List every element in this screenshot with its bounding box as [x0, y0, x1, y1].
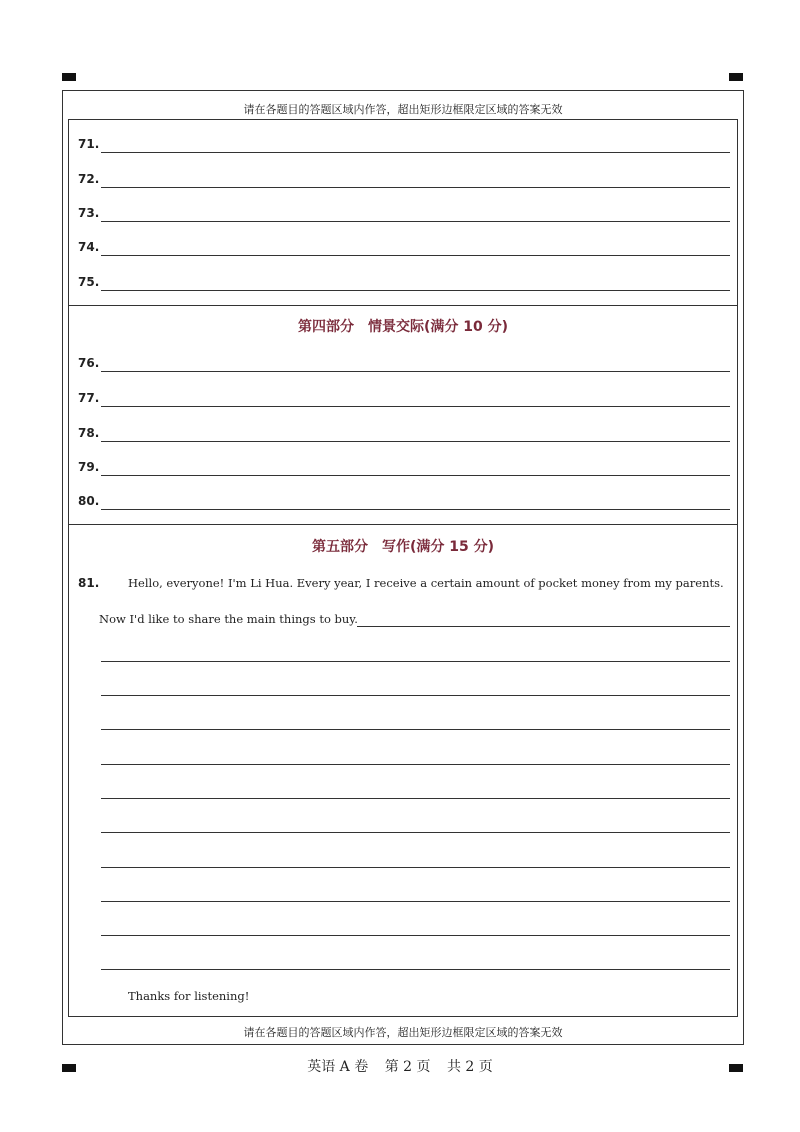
alignment-marker [62, 73, 76, 81]
answer-line-78[interactable] [101, 441, 730, 442]
answer-line-71[interactable] [101, 152, 730, 153]
part5-title: 第五部分 写作(满分 15 分) [311, 539, 495, 555]
writing-line[interactable] [101, 935, 730, 936]
answer-line-77[interactable] [101, 406, 730, 407]
writing-line[interactable] [101, 695, 730, 696]
question-number: 75. [78, 275, 100, 289]
section-divider [69, 305, 737, 306]
question-number: 78. [78, 426, 100, 440]
writing-line[interactable] [101, 901, 730, 902]
answer-line-72[interactable] [101, 187, 730, 188]
part4-title: 第四部分 情景交际(满分 10 分) [297, 319, 509, 335]
question-number: 76. [78, 356, 100, 370]
section-divider [69, 524, 737, 525]
answer-line-80[interactable] [101, 509, 730, 510]
paper-label: 英语 A 卷 [307, 1059, 369, 1075]
writing-line[interactable] [101, 729, 730, 730]
writing-line[interactable] [357, 626, 730, 627]
writing-line[interactable] [101, 969, 730, 970]
answer-line-79[interactable] [101, 475, 730, 476]
answer-line-76[interactable] [101, 371, 730, 372]
page-number: 第 2 页 [384, 1059, 431, 1075]
writing-line[interactable] [101, 867, 730, 868]
writing-line[interactable] [101, 764, 730, 765]
question-number: 73. [78, 206, 100, 220]
question-number: 72. [78, 172, 100, 186]
answer-sheet-frame [62, 90, 744, 1045]
page-footer [0, 1056, 800, 1076]
alignment-marker [729, 73, 743, 81]
question-number: 81. [78, 576, 100, 590]
question-number: 80. [78, 494, 100, 508]
question-number: 71. [78, 137, 100, 151]
writing-line[interactable] [101, 798, 730, 799]
answer-area [68, 119, 738, 1017]
writing-line[interactable] [101, 661, 730, 662]
question-number: 77. [78, 391, 100, 405]
answer-area-notice: 请在各题目的答题区域内作答，超出矩形边框限定区域的答案无效 [243, 103, 563, 116]
writing-prompt-line1: Hello, everyone! I'm Li Hua. Every year, I receive a certain amount of pocket money from my parents. [128, 576, 724, 590]
writing-prompt-line2: Now I'd like to share the main things to buy. [99, 612, 358, 626]
answer-line-74[interactable] [101, 255, 730, 256]
answer-area-notice: 请在各题目的答题区域内作答，超出矩形边框限定区域的答案无效 [243, 1026, 563, 1039]
question-number: 74. [78, 240, 100, 254]
writing-line[interactable] [101, 832, 730, 833]
answer-line-75[interactable] [101, 290, 730, 291]
writing-closing: Thanks for listening! [128, 989, 250, 1003]
page-total: 共 2 页 [446, 1059, 493, 1075]
answer-line-73[interactable] [101, 221, 730, 222]
question-number: 79. [78, 460, 100, 474]
